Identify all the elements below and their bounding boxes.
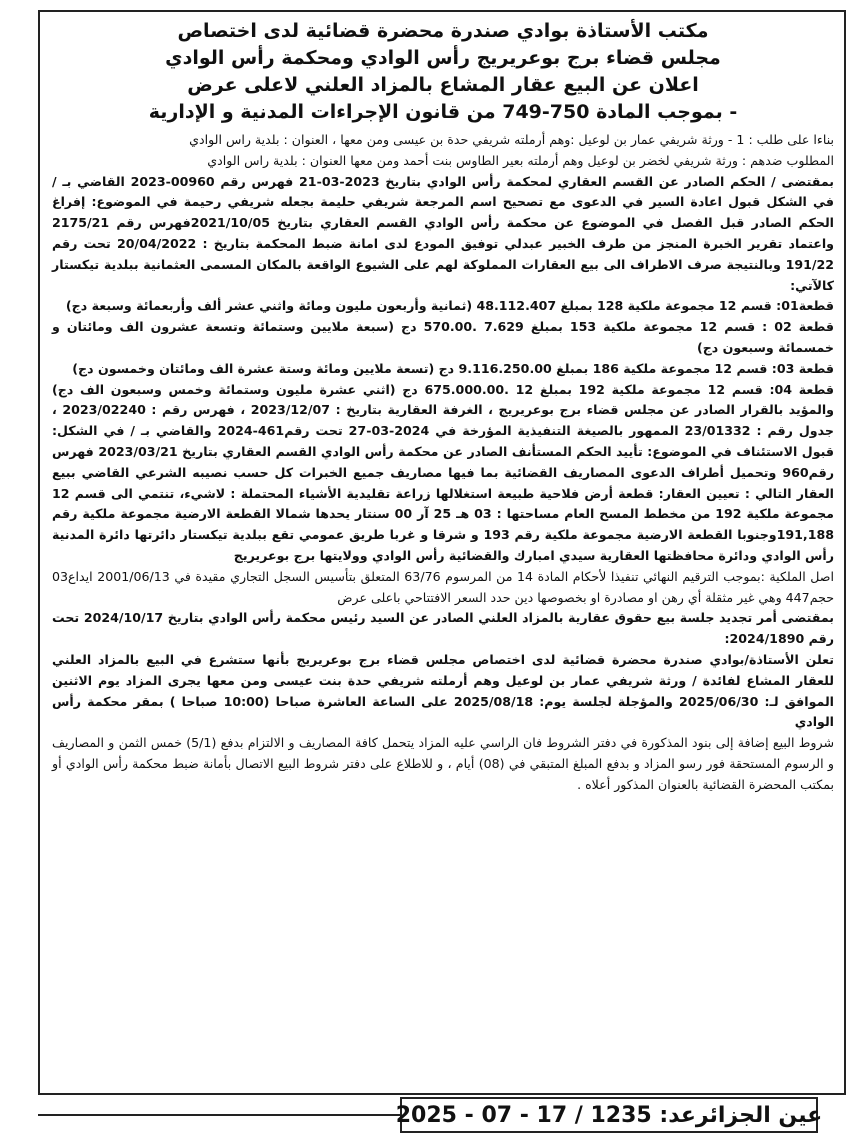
footer-rule xyxy=(38,1114,400,1116)
notice-body xyxy=(52,130,834,796)
legal-basis-line: - بموجب المادة 750-749 من قانون الإجراءات المدنية و الإدارية xyxy=(148,101,738,123)
office-line: مكتب الأستاذة بوادي صندرة محضرة قضائية لدى اختصاص xyxy=(177,20,709,42)
plot-03-paragraph: قطعة 03: قسم 12 مجموعة ملكية 186 بمبلغ 9.116.250.00 دج (تسعة ملايين ومائة وستة عشرة الف ومائتان وخمسون دج) xyxy=(72,360,834,376)
plot-01-paragraph: قطعة01: قسم 12 مجموعة ملكية 128 بمبلغ 48.112.407 (ثمانية وأربعون مليون ومائة واثني عشر ألف وأربعمائة وسبعة دج) xyxy=(65,298,834,314)
plot-04-paragraph: قطعة 04: قسم 12 مجموعة ملكية 192 بمبلغ 12 .675.000.00 دج (اثني عشرة مليون وستمائة وخمس وسبعون الف دج) والمؤيد بالقرار الصادر عن مجلس قضاء برج بوعريريج ، الغرفة العقارية بتاريخ : 2023/12/07 ، فهرس رقم : 2023/02240 ، جدول رقم : 23/01332 الممهور بالصيغة التنفيذية المؤرخة في 2024-03-27 تحت رقم461-2024 والقاضي بـ / في الشكل: قبول الاستئناف في الموضوع: تأييد الحكم المستأنف الصادر عن محكمة رأس الوادي القسم العقاري بتاريخ 2023/03/21 فهرس رقم960 وتحميل أطراف الدعوى المصاريف القضائية بما فيها مصاريف جميع الخبرات كل حسب نصيبه الشرعي القاضي ببيع العقار التالي : تعيين العقار: قطعة أرض فلاحية طبيعة استغلالها زراعة تقليدية الأشياء المحتملة : لاشيء، تنتمي الى قسم 12 مجموعة ملكية 192 من مخطط المسح العام مساحتها : 03 هـ 25 آر 00 سنتار يحدها شمالا القطعة الارضية مجموعة ملكية رقم 191,188وجنوبا القطعة الارضية مجموعة ملكية رقم 193 و شرقا و غربا طريق عمومي تقع ببلدية تيكستار دائرتها دائرة المدنية رأس الوادي ودائرة محافظتها العقارية سيدي امبارك والقضائية رأس الوادي وولايتها برج بوعريريج xyxy=(52,381,835,563)
judgment-paragraph: بمقتضى / الحكم الصادر عن القسم العقاري لمحكمة رأس الوادي بتاريخ 2023-03-21 فهرس رقم 00960-2023 القاضي بـ / في الشكل قبول اعادة السير في الدعوى مع تصحيح اسم المرجعة شريفي حليمة بجعله شريفي رحيمة في الموضوع: إفراغ الحكم الصادر قبل الفصل في الموضوع عن محكمة رأس الوادي القسم العقاري بتاريخ 2021/10/05فهرس رقم 2175/21 واعتماد تقرير الخبرة المنجز من طرف الخبير عبدلي توفيق المودع لدى امانة ضبط المحكمة بتاريخ : 20/04/2022 تحت رقم 191/22 وبالنتيجة صرف الاطراف الى بيع العقارات المملوكة لهم على الشيوع الواقعة بالمكان المسمى العثمانية ببلدية تيكستار كالآتي: xyxy=(52,173,835,293)
notice-title: اعلان عن البيع عقار المشاع بالمزاد العلني لاعلى عرض xyxy=(187,74,699,96)
requester-paragraph: بناءا على طلب : 1 - ورثة شريفي عمار بن لوعيل :وهم أرملته شريفي حدة بن عيسى ومن معها ، العنوان : بلدية راس الوادي xyxy=(189,132,834,147)
ownership-paragraph: اصل الملكية :بموجب الترقيم النهائي تنفيذا لأحكام المادة 14 من المرسوم 63/76 المتعلق بتأسيس السجل التجاري مقيدة في 2001/06/13 ايداع03 حجم447 وهي غير مثقلة أي رهن او مصادرة او بخصوصها دين حدد السعر الافتتاحي باعلى عرض xyxy=(52,568,834,605)
defendants-paragraph: المطلوب ضدهم : ورثة شريفي لخضر بن لوعيل وهم أرملته بعير الطاوس بنت أحمد ومن معها العنوان : بلدية راس الوادي xyxy=(207,152,834,168)
notice-header xyxy=(52,18,834,126)
publication-reference: عين الجزائرعد: 1235 / 17 - 07 - 2025 xyxy=(400,1097,818,1133)
order-paragraph: بمقتضى أمر تجديد جلسة بيع حقوق عقارية بالمزاد العلني الصادر عن السيد رئيس محكمة رأس الوادي بتاريخ 2024/10/17 تحت رقم 2024/1890: xyxy=(52,610,834,647)
announcement-paragraph: تعلن الأستاذة/بوادي صندرة محضرة قضائية لدى اختصاص مجلس قضاء برج بوعريريج بأنها ستشرع في البيع بالمزاد العلني للعقار المشاع لفائدة / ورثة شريفي عمار بن لوعيل وهم أرملته شريفي حدة بنت عيسى ومن معها يجرى المزاد يوم الاثنين الموافق لـ: 2025/06/30 والمؤجلة لجلسة يوم: 2025/08/18 على الساعة العاشرة صباحا (10:00 صباحا ) بمقر محكمة رأس الوادي xyxy=(52,651,834,730)
court-line: مجلس قضاء برج بوعريريج رأس الوادي ومحكمة رأس الوادي xyxy=(165,47,721,69)
notice-frame xyxy=(38,10,846,1095)
plot-02-paragraph: قطعة 02 : قسم 12 مجموعة ملكية 153 بمبلغ 7.629 .570.00 دج (سبعة ملايين وستمائة وتسعة عشرون الف ومائتان و خمسمائة وسبعون دج) xyxy=(52,319,834,355)
sale-conditions-paragraph: شروط البيع إضافة إلى بنود المذكورة في دفتر الشروط فان الراسي عليه المزاد يتحمل كافة المصاريف و الالتزام بدفع (5/1) خمس الثمن و المصاريف و الرسوم المستحقة فور رسو المزاد و بدفع المبلغ المتبقي في (08) أيام ، و للاطلاع على دفتر شروط البيع الاتصال بأمانة ضبط محكمة رأس الوادي أو بمكتب المحضرة القضائية بالعنوان المذكور أعلاه . xyxy=(52,735,834,792)
